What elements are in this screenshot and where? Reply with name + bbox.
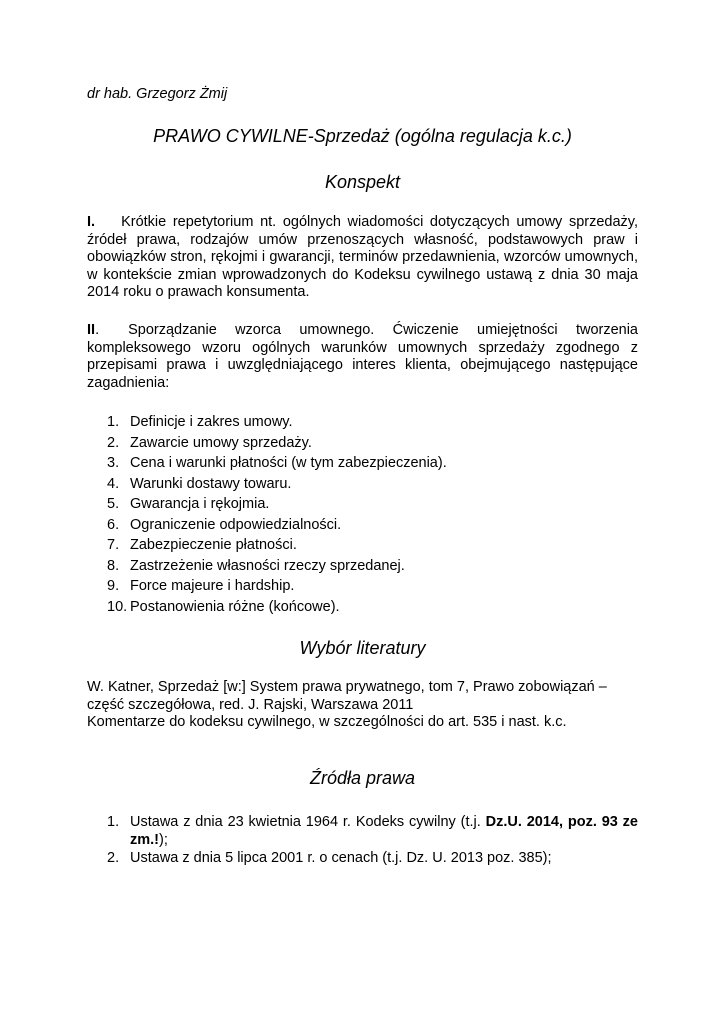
section-1-number: I. — [87, 214, 96, 230]
section-2-paragraph — [87, 322, 638, 392]
literature-line: część szczegółowa, red. J. Rajski, Warszawa 2011 — [87, 696, 414, 713]
sources-list — [87, 813, 638, 867]
konspekt-heading: Konspekt — [324, 172, 401, 192]
list-number: 5. — [107, 496, 120, 512]
literature-line: W. Katner, Sprzedaż [w:] System prawa prywatnego, tom 7, Prawo zobowiązań – — [87, 679, 607, 695]
list-text: Cena i warunki płatności (w tym zabezpieczenia). — [130, 455, 447, 471]
list-number: 7. — [107, 537, 120, 553]
source-citation: Dz.U. 2014, poz. 93 ze zm.! — [130, 814, 638, 848]
author-line: dr hab. Grzegorz Żmij — [87, 86, 228, 102]
topics-list — [87, 412, 638, 617]
literature-line: Komentarze do kodeksu cywilnego, w szczególności do art. 535 i nast. k.c. — [87, 714, 567, 730]
list-item — [87, 849, 638, 867]
section-2-number: II — [87, 322, 96, 338]
source-text: Ustawa z dnia 23 kwietnia 1964 r. Kodeks cywilny (t.j. — [130, 814, 486, 830]
list-text: Zawarcie umowy sprzedaży. — [130, 434, 312, 451]
list-item — [87, 474, 638, 495]
list-number: 10. — [107, 598, 128, 615]
list-item — [87, 494, 638, 515]
list-item — [87, 813, 638, 849]
list-item — [87, 433, 638, 454]
list-item — [87, 412, 638, 433]
sources-heading: Źródła prawa — [309, 768, 416, 788]
list-text: Force majeure i hardship. — [130, 578, 295, 594]
list-text: Warunki dostawy towaru. — [130, 475, 292, 492]
list-number: 8. — [107, 557, 120, 574]
list-item — [87, 515, 638, 536]
list-number: 1. — [107, 814, 120, 830]
section-1-paragraph — [87, 214, 638, 302]
list-item — [87, 576, 638, 597]
list-number: 2. — [107, 434, 120, 451]
list-item — [87, 556, 638, 577]
section-2-dot: . — [95, 322, 100, 338]
document-title: PRAWO CYWILNE-Sprzedaż (ogólna regulacja k.c.) — [153, 126, 572, 146]
section-1-text: Krótkie repetytorium nt. ogólnych wiadomości dotyczących umowy sprzedaży, źródeł prawa, rodzajów umów przenoszących własność, podstawowych praw i obowiązków stron, rękojmi i gwarancji, terminów przedawnienia, wzorców umownych, w kontekście zmian wprowadzonych do Kodeksu cywilnego ustawą z dnia 30 maja 2014 roku o prawach konsumenta. — [87, 214, 638, 301]
list-number: 2. — [107, 850, 120, 866]
list-number: 3. — [107, 455, 120, 471]
list-number: 9. — [107, 578, 120, 594]
list-text: Definicje i zakres umowy. — [130, 414, 293, 430]
list-text: Zastrzeżenie własności rzeczy sprzedanej. — [130, 557, 405, 574]
source-text: Ustawa z dnia 5 lipca 2001 r. o cenach (t.j. Dz. U. 2013 poz. 385); — [130, 850, 552, 866]
literature-heading: Wybór literatury — [299, 638, 426, 658]
literature-list — [87, 679, 638, 732]
list-text: Zabezpieczenie płatności. — [130, 537, 297, 553]
list-item — [87, 597, 638, 618]
list-item — [87, 453, 638, 474]
list-item — [87, 535, 638, 556]
list-number: 6. — [107, 516, 120, 533]
list-number: 1. — [107, 414, 120, 430]
section-2-text: Sporządzanie wzorca umownego. Ćwiczenie umiejętności tworzenia kompleksowego wzoru ogólnych warunków umownych sprzedaży zgodnego z przepisami prawa i uwzględniającego interes klienta, obejmującego następujące zagadnienia: — [87, 322, 638, 391]
source-text-end: ); — [159, 832, 168, 848]
list-text: Gwarancja i rękojmia. — [130, 496, 270, 512]
list-number: 4. — [107, 475, 120, 492]
list-text: Ograniczenie odpowiedzialności. — [130, 516, 342, 533]
list-text: Postanowienia różne (końcowe). — [130, 598, 340, 615]
